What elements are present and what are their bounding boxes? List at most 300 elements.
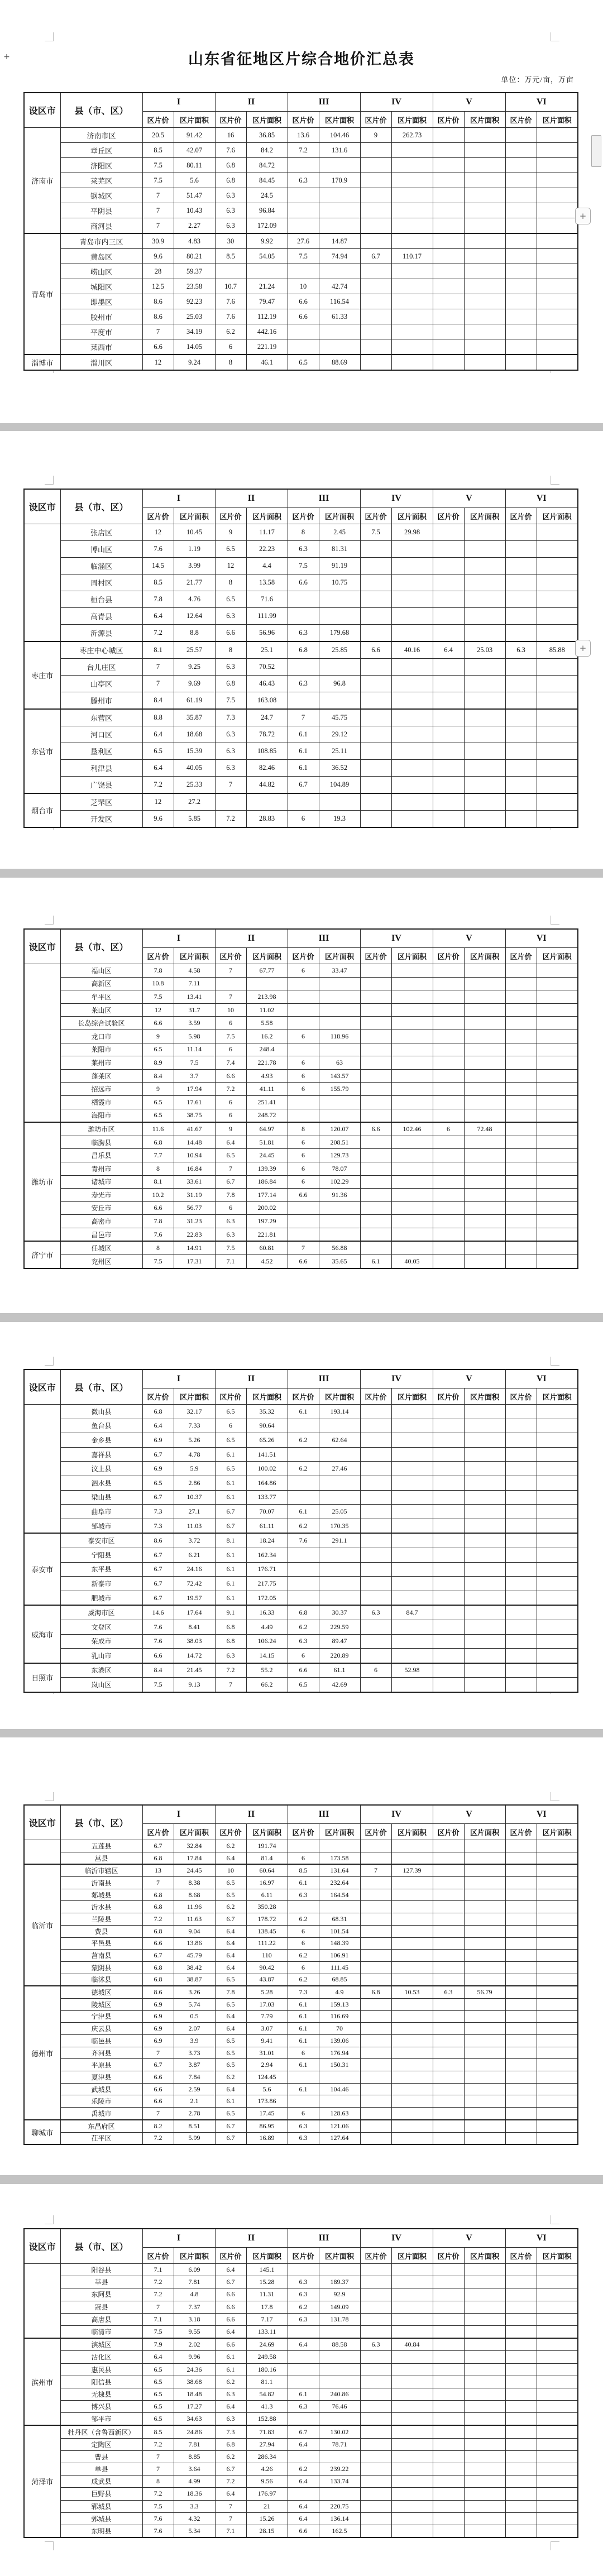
price-cell[interactable]	[505, 2059, 537, 2071]
price-cell[interactable]	[433, 2059, 464, 2071]
price-cell[interactable]	[360, 1519, 391, 1533]
area-cell[interactable]	[319, 1447, 360, 1462]
price-cell[interactable]	[505, 2108, 537, 2120]
area-cell[interactable]	[319, 2264, 360, 2276]
header-area-label[interactable]: 区片面积	[246, 112, 288, 128]
price-cell[interactable]: 6.5	[215, 1889, 246, 1901]
area-cell[interactable]	[391, 2083, 433, 2095]
price-cell[interactable]: 6.7	[142, 1840, 174, 1852]
area-cell[interactable]: 21.45	[174, 1663, 215, 1678]
price-cell[interactable]: 7.2	[215, 811, 246, 828]
price-cell[interactable]: 6	[215, 339, 246, 355]
price-cell[interactable]: 7.2	[215, 2476, 246, 2488]
price-cell[interactable]: 12	[142, 524, 174, 541]
area-cell[interactable]	[537, 2313, 578, 2325]
area-cell[interactable]	[464, 1505, 505, 1519]
header-area-label[interactable]: 区片面积	[319, 1388, 360, 1405]
county-cell[interactable]: 周村区	[60, 574, 142, 591]
header-price-label[interactable]: 区片价	[433, 1388, 464, 1405]
area-cell[interactable]	[319, 158, 360, 173]
price-cell[interactable]	[505, 1109, 537, 1122]
price-cell[interactable]: 8	[288, 524, 319, 541]
price-cell[interactable]	[505, 1663, 537, 1678]
price-cell[interactable]	[433, 1678, 464, 1692]
area-cell[interactable]	[464, 128, 505, 143]
price-cell[interactable]: 6.8	[142, 1925, 174, 1937]
header-price-label[interactable]: 区片价	[360, 948, 391, 964]
price-cell[interactable]	[433, 2512, 464, 2525]
county-cell[interactable]: 博山区	[60, 541, 142, 558]
price-cell[interactable]: 6	[215, 1109, 246, 1122]
price-cell[interactable]	[505, 2301, 537, 2313]
price-cell[interactable]: 7.2	[142, 2438, 174, 2450]
area-cell[interactable]: 179.68	[319, 625, 360, 642]
area-cell[interactable]: 186.84	[246, 1175, 288, 1189]
header-zone-4[interactable]: IV	[360, 93, 433, 112]
price-cell[interactable]	[505, 2463, 537, 2476]
area-cell[interactable]	[537, 2120, 578, 2132]
price-cell[interactable]	[433, 1433, 464, 1448]
price-cell[interactable]	[433, 1109, 464, 1122]
header-zone-4[interactable]: IV	[360, 929, 433, 948]
price-cell[interactable]	[505, 964, 537, 978]
price-cell[interactable]: 6.1	[288, 1998, 319, 2010]
price-cell[interactable]	[433, 2010, 464, 2023]
price-cell[interactable]: 6.5	[215, 2047, 246, 2059]
area-cell[interactable]	[391, 1162, 433, 1175]
price-cell[interactable]	[360, 143, 391, 158]
area-cell[interactable]	[391, 726, 433, 743]
area-cell[interactable]: 131.64	[319, 1864, 360, 1876]
county-cell[interactable]: 乐陵市	[60, 2095, 142, 2108]
area-cell[interactable]	[391, 355, 433, 370]
price-cell[interactable]	[505, 811, 537, 828]
area-cell[interactable]: 8.51	[174, 2120, 215, 2132]
price-cell[interactable]	[505, 324, 537, 339]
area-cell[interactable]	[391, 964, 433, 978]
price-cell[interactable]	[288, 1548, 319, 1562]
area-cell[interactable]	[391, 2071, 433, 2084]
area-cell[interactable]	[537, 777, 578, 794]
price-cell[interactable]: 6.6	[215, 1069, 246, 1083]
city-group-cell[interactable]: 临沂市	[24, 1864, 60, 1986]
county-cell[interactable]: 庆云县	[60, 2023, 142, 2035]
price-cell[interactable]	[505, 2401, 537, 2413]
area-cell[interactable]: 31.19	[174, 1189, 215, 1202]
price-cell[interactable]: 9	[215, 1122, 246, 1136]
price-cell[interactable]: 6.8	[142, 1852, 174, 1864]
price-cell[interactable]	[288, 1840, 319, 1852]
area-cell[interactable]: 29.12	[319, 726, 360, 743]
area-cell[interactable]: 220.75	[319, 2500, 360, 2512]
price-cell[interactable]: 6.8	[142, 1974, 174, 1986]
price-cell[interactable]	[433, 1634, 464, 1649]
price-cell[interactable]: 7.5	[142, 990, 174, 1004]
price-cell[interactable]: 10.8	[142, 977, 174, 990]
price-cell[interactable]	[288, 1228, 319, 1241]
area-cell[interactable]	[391, 1998, 433, 2010]
area-cell[interactable]	[537, 1255, 578, 1268]
price-cell[interactable]	[505, 1030, 537, 1043]
price-cell[interactable]: 6.3	[215, 1228, 246, 1241]
county-cell[interactable]: 牟平区	[60, 990, 142, 1004]
area-cell[interactable]	[391, 264, 433, 279]
header-zone-1[interactable]: I	[142, 489, 215, 508]
area-cell[interactable]	[464, 608, 505, 625]
area-cell[interactable]	[464, 2264, 505, 2276]
area-cell[interactable]: 2.27	[174, 218, 215, 234]
area-cell[interactable]: 13.86	[174, 1937, 215, 1950]
price-cell[interactable]: 6.8	[215, 2438, 246, 2450]
price-cell[interactable]	[505, 2010, 537, 2023]
area-cell[interactable]	[464, 1913, 505, 1926]
price-cell[interactable]: 7.6	[215, 309, 246, 324]
price-cell[interactable]	[505, 1433, 537, 1448]
area-cell[interactable]	[537, 1901, 578, 1913]
price-cell[interactable]: 6.2	[288, 1462, 319, 1476]
area-cell[interactable]	[319, 1490, 360, 1505]
price-cell[interactable]: 6.5	[142, 2388, 174, 2400]
area-cell[interactable]: 112.19	[246, 309, 288, 324]
price-cell[interactable]	[288, 1490, 319, 1505]
area-cell[interactable]	[464, 2388, 505, 2400]
area-cell[interactable]: 180.16	[246, 2363, 288, 2376]
price-cell[interactable]: 6.6	[215, 625, 246, 642]
header-zone-5[interactable]: V	[433, 489, 505, 508]
area-cell[interactable]	[537, 2488, 578, 2500]
area-cell[interactable]	[537, 355, 578, 370]
header-zone-4[interactable]: IV	[360, 1370, 433, 1388]
price-cell[interactable]	[433, 188, 464, 203]
area-cell[interactable]: 24.16	[174, 1562, 215, 1577]
area-cell[interactable]: 61.19	[174, 692, 215, 710]
price-cell[interactable]	[505, 1447, 537, 1462]
area-cell[interactable]: 7.81	[174, 2438, 215, 2450]
area-cell[interactable]: 127.39	[391, 1864, 433, 1876]
area-cell[interactable]	[391, 574, 433, 591]
area-cell[interactable]: 4.93	[246, 1069, 288, 1083]
area-cell[interactable]: 27.2	[174, 793, 215, 811]
city-group-cell[interactable]: 淄博市	[24, 355, 60, 370]
price-cell[interactable]	[505, 1162, 537, 1175]
area-cell[interactable]	[391, 692, 433, 710]
header-price-label[interactable]: 区片价	[505, 508, 537, 524]
header-price-label[interactable]: 区片价	[360, 1824, 391, 1840]
price-cell[interactable]	[505, 294, 537, 309]
area-cell[interactable]: 14.48	[174, 1136, 215, 1149]
header-area-label[interactable]: 区片面积	[391, 112, 433, 128]
area-cell[interactable]: 56.77	[174, 1201, 215, 1215]
county-cell[interactable]: 兰陵县	[60, 1913, 142, 1926]
price-cell[interactable]	[288, 1901, 319, 1913]
price-cell[interactable]	[288, 158, 319, 173]
price-cell[interactable]: 6.8	[142, 1405, 174, 1419]
price-cell[interactable]	[288, 1577, 319, 1591]
header-area-label[interactable]: 区片面积	[537, 948, 578, 964]
area-cell[interactable]	[391, 1877, 433, 1889]
area-cell[interactable]	[464, 2276, 505, 2288]
area-cell[interactable]	[537, 1634, 578, 1649]
area-cell[interactable]: 3.99	[174, 558, 215, 574]
area-cell[interactable]: 91.42	[174, 128, 215, 143]
area-cell[interactable]	[391, 1109, 433, 1122]
header-zone-4[interactable]: IV	[360, 1805, 433, 1824]
price-cell[interactable]	[433, 743, 464, 760]
county-cell[interactable]: 章丘区	[60, 143, 142, 158]
price-cell[interactable]: 7.4	[215, 1056, 246, 1070]
area-cell[interactable]: 108.85	[246, 743, 288, 760]
county-cell[interactable]: 茌平区	[60, 2132, 142, 2144]
county-cell[interactable]: 鱼台县	[60, 1419, 142, 1433]
price-cell[interactable]	[360, 2132, 391, 2144]
price-cell[interactable]: 8	[215, 355, 246, 370]
price-cell[interactable]: 6.5	[215, 541, 246, 558]
header-area-label[interactable]: 区片面积	[246, 508, 288, 524]
area-cell[interactable]	[537, 811, 578, 828]
price-cell[interactable]: 9.6	[142, 249, 174, 264]
area-cell[interactable]: 18.48	[174, 2388, 215, 2400]
area-cell[interactable]: 25.57	[174, 641, 215, 659]
area-cell[interactable]: 213.98	[246, 990, 288, 1004]
price-cell[interactable]	[505, 1974, 537, 1986]
price-cell[interactable]	[215, 264, 246, 279]
area-cell[interactable]: 17.31	[174, 1255, 215, 1268]
price-cell[interactable]: 12	[215, 558, 246, 574]
header-price-label[interactable]: 区片价	[215, 1388, 246, 1405]
price-cell[interactable]	[360, 1215, 391, 1228]
area-cell[interactable]: 38.68	[174, 2376, 215, 2388]
header-price-label[interactable]: 区片价	[360, 508, 391, 524]
price-cell[interactable]: 7.5	[288, 558, 319, 574]
county-cell[interactable]: 文登区	[60, 1620, 142, 1634]
price-cell[interactable]: 6	[288, 1162, 319, 1175]
area-cell[interactable]: 61.11	[246, 1519, 288, 1533]
area-cell[interactable]	[464, 2132, 505, 2144]
area-cell[interactable]	[391, 1974, 433, 1986]
price-cell[interactable]	[215, 793, 246, 811]
area-cell[interactable]	[391, 1476, 433, 1490]
area-cell[interactable]	[464, 1548, 505, 1562]
price-cell[interactable]: 6.7	[215, 1175, 246, 1189]
header-price-label[interactable]: 区片价	[433, 948, 464, 964]
price-cell[interactable]	[360, 793, 391, 811]
county-cell[interactable]: 东平县	[60, 1562, 142, 1577]
area-cell[interactable]	[464, 1419, 505, 1433]
price-cell[interactable]	[288, 692, 319, 710]
area-cell[interactable]	[537, 2338, 578, 2351]
price-cell[interactable]: 6.6	[288, 1255, 319, 1268]
price-cell[interactable]	[433, 218, 464, 234]
price-cell[interactable]: 7.6	[142, 541, 174, 558]
area-cell[interactable]: 65.26	[246, 1433, 288, 1448]
area-cell[interactable]: 21	[246, 2500, 288, 2512]
area-cell[interactable]	[537, 1405, 578, 1419]
area-cell[interactable]	[391, 1620, 433, 1634]
price-cell[interactable]	[433, 692, 464, 710]
price-cell[interactable]	[360, 2351, 391, 2363]
area-cell[interactable]: 4.52	[246, 1255, 288, 1268]
area-cell[interactable]	[464, 1175, 505, 1189]
price-cell[interactable]	[505, 1678, 537, 1692]
price-cell[interactable]: 6.4	[215, 1950, 246, 1962]
price-cell[interactable]	[433, 2450, 464, 2463]
area-cell[interactable]	[537, 1649, 578, 1663]
price-cell[interactable]	[433, 2095, 464, 2108]
price-cell[interactable]	[433, 339, 464, 355]
area-cell[interactable]	[537, 2083, 578, 2095]
area-cell[interactable]: 10.43	[174, 203, 215, 218]
price-cell[interactable]	[505, 591, 537, 608]
price-cell[interactable]: 6	[288, 811, 319, 828]
area-cell[interactable]: 88.58	[319, 2338, 360, 2351]
area-cell[interactable]	[391, 2301, 433, 2313]
area-cell[interactable]: 6.11	[246, 1889, 288, 1901]
area-cell[interactable]: 217.75	[246, 1577, 288, 1591]
price-cell[interactable]	[433, 309, 464, 324]
area-cell[interactable]: 3.72	[174, 1533, 215, 1548]
price-cell[interactable]	[505, 2376, 537, 2388]
area-cell[interactable]	[537, 128, 578, 143]
area-cell[interactable]: 78.71	[319, 2438, 360, 2450]
price-cell[interactable]: 6.6	[215, 2288, 246, 2301]
price-cell[interactable]: 11.6	[142, 1122, 174, 1136]
price-cell[interactable]	[505, 625, 537, 642]
price-cell[interactable]	[505, 1986, 537, 1998]
insert-row-button[interactable]: +	[575, 640, 591, 657]
header-price-label[interactable]: 区片价	[215, 112, 246, 128]
price-cell[interactable]: 7.2	[215, 1663, 246, 1678]
price-cell[interactable]: 12	[142, 793, 174, 811]
area-cell[interactable]: 172.09	[246, 218, 288, 234]
price-cell[interactable]	[433, 574, 464, 591]
price-cell[interactable]: 6.4	[142, 760, 174, 777]
header-zone-2[interactable]: II	[215, 929, 288, 948]
price-cell[interactable]: 6.4	[215, 2401, 246, 2413]
area-cell[interactable]: 2.78	[174, 2108, 215, 2120]
area-cell[interactable]	[537, 1533, 578, 1548]
price-cell[interactable]: 6.1	[215, 2095, 246, 2108]
area-cell[interactable]	[537, 2401, 578, 2413]
area-cell[interactable]	[464, 1447, 505, 1462]
area-cell[interactable]: 38.42	[174, 1961, 215, 1974]
price-cell[interactable]: 6.5	[215, 2108, 246, 2120]
price-cell[interactable]	[505, 1255, 537, 1268]
area-cell[interactable]	[391, 1925, 433, 1937]
price-cell[interactable]: 6.2	[215, 324, 246, 339]
price-cell[interactable]: 7.9	[142, 2338, 174, 2351]
area-cell[interactable]: 3.9	[174, 2035, 215, 2047]
price-cell[interactable]	[433, 726, 464, 743]
area-cell[interactable]: 239.22	[319, 2463, 360, 2476]
price-cell[interactable]	[433, 760, 464, 777]
header-area-label[interactable]: 区片面积	[319, 112, 360, 128]
price-cell[interactable]: 6.3	[215, 218, 246, 234]
price-cell[interactable]: 6.4	[215, 1937, 246, 1950]
price-cell[interactable]	[505, 1462, 537, 1476]
price-cell[interactable]	[360, 2071, 391, 2084]
area-cell[interactable]: 120.07	[319, 1122, 360, 1136]
area-cell[interactable]	[391, 1913, 433, 1926]
area-cell[interactable]: 17.61	[174, 1095, 215, 1109]
price-cell[interactable]	[433, 1069, 464, 1083]
area-cell[interactable]: 5.9	[174, 1462, 215, 1476]
price-cell[interactable]	[433, 1913, 464, 1926]
price-cell[interactable]: 7.6	[215, 294, 246, 309]
price-cell[interactable]	[288, 1109, 319, 1122]
county-cell[interactable]: 高青县	[60, 608, 142, 625]
area-cell[interactable]	[391, 1649, 433, 1663]
area-cell[interactable]: 7.5	[174, 1056, 215, 1070]
county-cell[interactable]: 鄄城县	[60, 2512, 142, 2525]
area-cell[interactable]	[464, 977, 505, 990]
price-cell[interactable]	[505, 1548, 537, 1562]
area-cell[interactable]	[464, 2288, 505, 2301]
price-cell[interactable]	[433, 264, 464, 279]
area-cell[interactable]: 52.98	[391, 1663, 433, 1678]
price-cell[interactable]: 6.5	[142, 1109, 174, 1122]
area-cell[interactable]: 25.1	[246, 641, 288, 659]
price-cell[interactable]	[360, 2301, 391, 2313]
area-cell[interactable]	[537, 1201, 578, 1215]
price-cell[interactable]	[360, 309, 391, 324]
header-county-col[interactable]: 县（市、区）	[60, 2229, 142, 2264]
price-cell[interactable]	[360, 1030, 391, 1043]
price-cell[interactable]	[505, 977, 537, 990]
header-area-label[interactable]: 区片面积	[246, 948, 288, 964]
price-cell[interactable]: 6	[215, 1201, 246, 1215]
price-cell[interactable]	[360, 1228, 391, 1241]
price-cell[interactable]	[288, 2071, 319, 2084]
price-cell[interactable]: 6	[360, 1663, 391, 1678]
area-cell[interactable]	[537, 1433, 578, 1448]
area-cell[interactable]	[319, 1095, 360, 1109]
price-cell[interactable]: 7	[288, 1241, 319, 1255]
header-zone-4[interactable]: IV	[360, 489, 433, 508]
area-cell[interactable]	[464, 2301, 505, 2313]
county-cell[interactable]: 微山县	[60, 1405, 142, 1419]
price-cell[interactable]: 16	[215, 128, 246, 143]
area-cell[interactable]	[537, 2525, 578, 2537]
area-cell[interactable]: 100.02	[246, 1462, 288, 1476]
price-cell[interactable]	[433, 1405, 464, 1419]
area-cell[interactable]	[391, 2276, 433, 2288]
price-cell[interactable]: 6.5	[142, 1095, 174, 1109]
price-cell[interactable]	[360, 541, 391, 558]
price-cell[interactable]	[505, 1017, 537, 1030]
area-cell[interactable]	[391, 279, 433, 294]
header-price-label[interactable]: 区片价	[288, 2248, 319, 2264]
area-cell[interactable]: 32.84	[174, 1840, 215, 1852]
price-cell[interactable]	[505, 2338, 537, 2351]
area-cell[interactable]: 5.6	[174, 173, 215, 188]
area-cell[interactable]	[391, 1462, 433, 1476]
price-cell[interactable]	[360, 1201, 391, 1215]
area-cell[interactable]	[464, 2401, 505, 2413]
area-cell[interactable]	[391, 2488, 433, 2500]
price-cell[interactable]: 7.7	[142, 1149, 174, 1162]
area-cell[interactable]	[391, 1189, 433, 1202]
price-cell[interactable]	[433, 1149, 464, 1162]
county-cell[interactable]: 阳谷县	[60, 2264, 142, 2276]
price-cell[interactable]	[288, 339, 319, 355]
area-cell[interactable]	[391, 793, 433, 811]
area-cell[interactable]: 6.21	[174, 1548, 215, 1562]
price-cell[interactable]	[433, 2388, 464, 2400]
county-cell[interactable]: 莱芜区	[60, 173, 142, 188]
price-cell[interactable]: 6	[215, 1419, 246, 1433]
area-cell[interactable]: 30.37	[319, 1605, 360, 1620]
area-cell[interactable]	[391, 2313, 433, 2325]
